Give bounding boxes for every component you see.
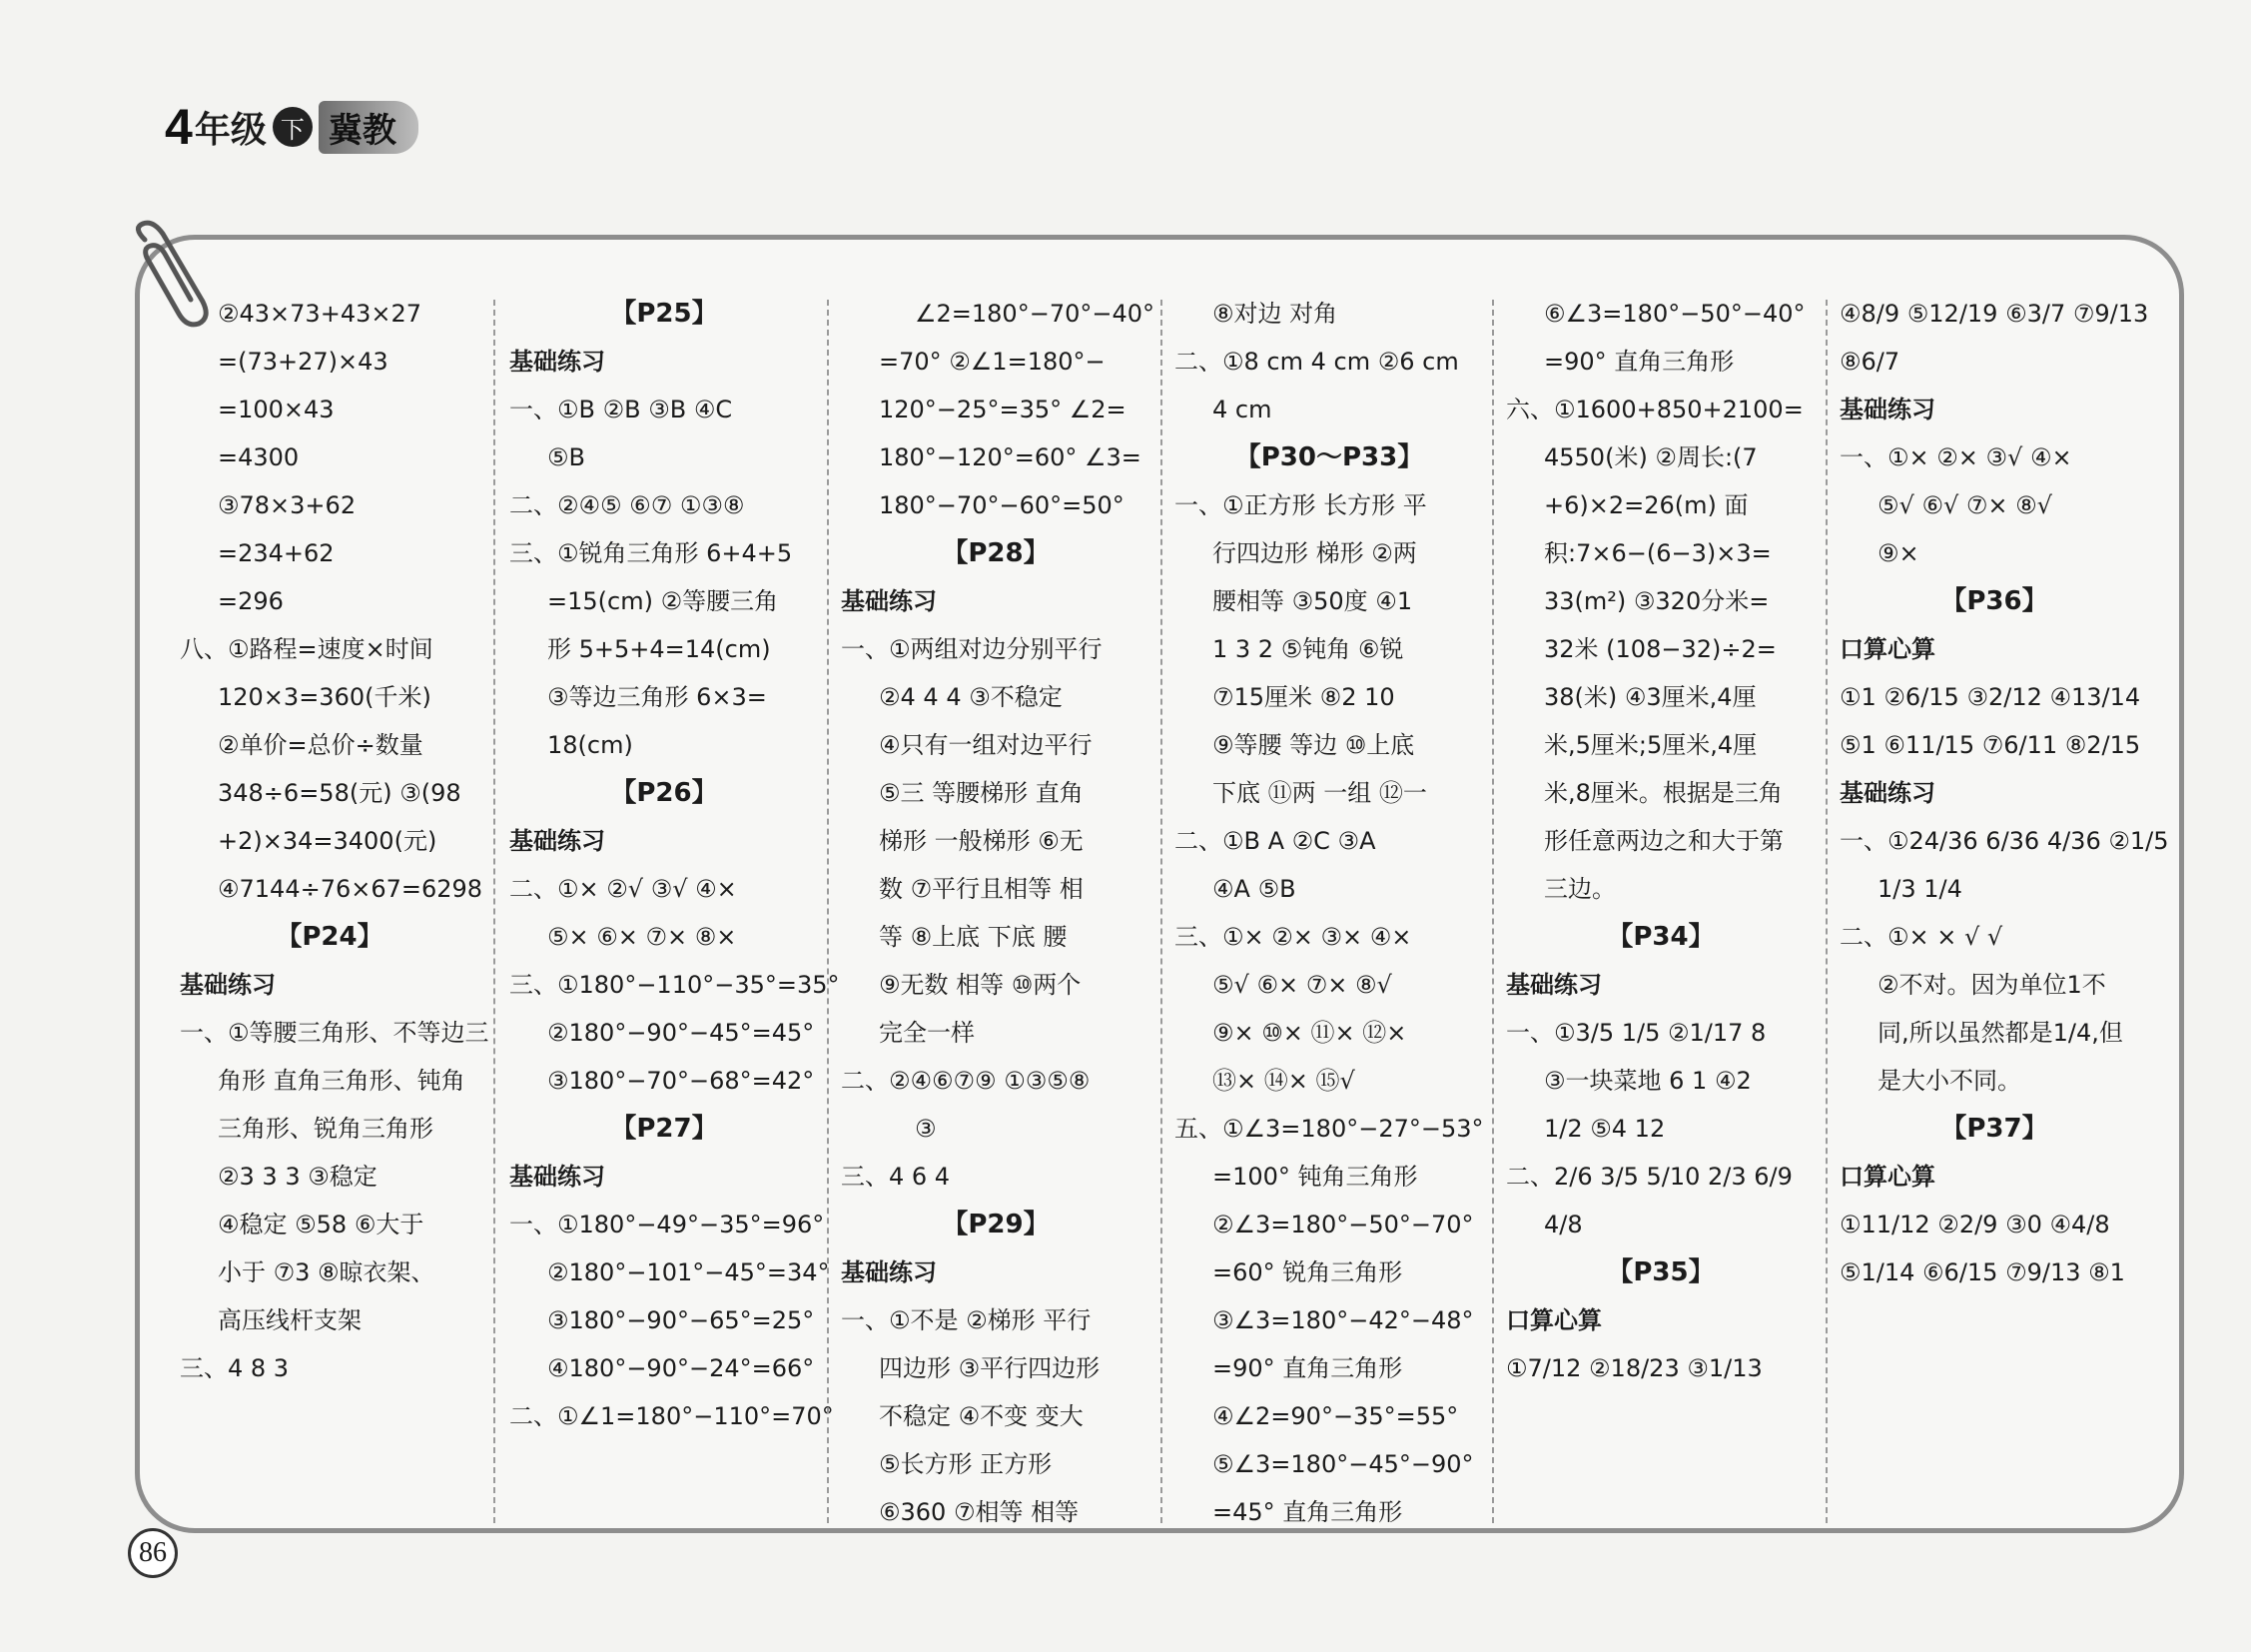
- section-heading: 【P36】: [1940, 586, 2048, 616]
- answer-line: ③78×3+62: [218, 491, 357, 519]
- answer-column-6: [1840, 290, 2169, 1528]
- answer-line: 米,8厘米。根据是三角: [1544, 779, 1783, 807]
- answer-line: ②180°−90°−45°=45°: [547, 1019, 815, 1047]
- section-heading: 【P25】: [610, 299, 718, 329]
- answer-line: 120°−25°=35° ∠2=: [879, 396, 1126, 423]
- answer-line: +2)×34=3400(元): [218, 827, 437, 855]
- answer-line: 120×3=360(千米): [218, 683, 431, 711]
- answer-line: ⑨× ⑩× ⑪× ⑫×: [1212, 1019, 1407, 1047]
- answer-line: ③180°−90°−65°=25°: [547, 1306, 815, 1334]
- answer-line: ⑤三 等腰梯形 直角: [879, 779, 1084, 807]
- answer-line: 下底 ⑪两 一组 ⑫一: [1212, 779, 1427, 807]
- answer-line: 二、①× ②√ ③√ ④×: [509, 875, 737, 903]
- answer-line: ④180°−90°−24°=66°: [547, 1354, 815, 1382]
- answer-line: 三、①180°−110°−35°=35°: [509, 971, 840, 999]
- term-badge: 下: [273, 107, 313, 147]
- section-heading: 【P30～P33】: [1234, 442, 1424, 472]
- column-divider: [1826, 300, 1828, 1523]
- answer-line: ⑤B: [547, 443, 585, 471]
- grade-header: [165, 98, 418, 156]
- answer-line: 是大小不同。: [1877, 1067, 2021, 1095]
- answer-line: =100° 钝角三角形: [1212, 1163, 1418, 1191]
- section-heading: 【P28】: [942, 538, 1050, 568]
- answer-line: 高压线杆支架: [218, 1306, 362, 1334]
- answer-line: 一、①不是 ②梯形 平行: [841, 1306, 1092, 1334]
- answer-line: ④A ⑤B: [1212, 875, 1296, 903]
- answer-line: ⑨等腰 等边 ⑩上底: [1212, 731, 1415, 759]
- answer-line: 1/2 ⑤4 12: [1544, 1115, 1666, 1143]
- answer-line: 腰相等 ③50度 ④1: [1212, 587, 1413, 615]
- answer-line: ④稳定 ⑤58 ⑥大于: [218, 1211, 424, 1239]
- answer-line: ①1 ②6/15 ③2/12 ④13/14: [1840, 683, 2141, 711]
- answer-line: =60° 锐角三角形: [1212, 1258, 1403, 1286]
- answer-line: 同,所以虽然都是1/4,但: [1877, 1019, 2123, 1047]
- answer-line: ②单价=总价÷数量: [218, 731, 423, 759]
- answer-line: 一、①× ②× ③√ ④×: [1840, 443, 2072, 471]
- answer-line: ⑦15厘米 ⑧2 10: [1212, 683, 1395, 711]
- subsection-heading: 口算心算: [1840, 635, 1935, 663]
- answer-line: ③: [915, 1115, 937, 1143]
- answer-line: 4 cm: [1212, 396, 1272, 423]
- section-heading: 【P27】: [610, 1114, 718, 1144]
- column-divider: [827, 300, 829, 1523]
- answer-line: 角形 直角三角形、钝角: [218, 1067, 465, 1095]
- subsection-heading: 基础练习: [841, 1258, 937, 1286]
- answer-line: 形任意两边之和大于第: [1544, 827, 1784, 855]
- answer-line: ④7144÷76×67=6298: [218, 875, 483, 903]
- answer-line: 18(cm): [547, 731, 633, 759]
- answer-line: ③∠3=180°−42°−48°: [1212, 1306, 1474, 1334]
- section-heading: 【P37】: [1940, 1114, 2048, 1144]
- answer-line: 二、①× × √ √: [1840, 923, 2003, 951]
- answer-line: 1/3 1/4: [1877, 875, 1962, 903]
- answer-column-1: [180, 290, 489, 1528]
- answer-line: ∠2=180°−70°−40°: [915, 300, 1154, 328]
- answer-column-4: [1174, 290, 1484, 1528]
- answer-line: 348÷6=58(元) ③(98: [218, 779, 461, 807]
- answer-line: ⑤1 ⑥11/15 ⑦6/11 ⑧2/15: [1840, 731, 2141, 759]
- answer-line: ③一块菜地 6 1 ④2: [1544, 1067, 1752, 1095]
- answer-line: 三、①× ②× ③× ④×: [1174, 923, 1412, 951]
- answer-line: 二、①8 cm 4 cm ②6 cm: [1174, 348, 1459, 376]
- answer-line: 二、①B A ②C ③A: [1174, 827, 1376, 855]
- answer-line: ①11/12 ②2/9 ③0 ④4/8: [1840, 1211, 2110, 1239]
- answer-line: ⑥360 ⑦相等 相等: [879, 1498, 1080, 1526]
- answer-line: 二、2/6 3/5 5/10 2/3 6/9: [1506, 1163, 1793, 1191]
- answer-column-2: [509, 290, 840, 1528]
- answer-line: ⑤× ⑥× ⑦× ⑧×: [547, 923, 737, 951]
- subsection-heading: 基础练习: [1840, 396, 1935, 423]
- answer-line: ④∠2=90°−35°=55°: [1212, 1402, 1459, 1430]
- answer-line: 一、①3/5 1/5 ②1/17 8: [1506, 1019, 1767, 1047]
- column-divider: [1492, 300, 1494, 1523]
- answer-line: 形 5+5+4=14(cm): [547, 635, 771, 663]
- answer-line: ②4 4 4 ③不稳定: [879, 683, 1063, 711]
- answer-line: 行四边形 梯形 ②两: [1212, 539, 1417, 567]
- answer-line: ③等边三角形 6×3=: [547, 683, 767, 711]
- answer-line: ②43×73+43×27: [218, 300, 421, 328]
- answer-line: 二、①∠1=180°−110°=70°: [509, 1402, 834, 1430]
- answer-line: =(73+27)×43: [218, 348, 388, 376]
- answer-line: 一、①等腰三角形、不等边三: [180, 1019, 489, 1047]
- answer-line: 等 ⑧上底 下底 腰: [879, 923, 1068, 951]
- column-divider: [493, 300, 495, 1523]
- answer-line: ⑧6/7: [1840, 348, 1900, 376]
- answer-line: 完全一样: [879, 1019, 975, 1047]
- answer-line: ⑤√ ⑥√ ⑦× ⑧√: [1877, 491, 2052, 519]
- answer-line: =100×43: [218, 396, 335, 423]
- answer-line: ⑤长方形 正方形: [879, 1450, 1053, 1478]
- answer-line: 二、②④⑤ ⑥⑦ ①③⑧: [509, 491, 745, 519]
- answer-line: ①7/12 ②18/23 ③1/13: [1506, 1354, 1763, 1382]
- answer-line: ②3 3 3 ③稳定: [218, 1163, 377, 1191]
- answer-line: ⑥∠3=180°−50°−40°: [1544, 300, 1806, 328]
- answer-line: 三、①锐角三角形 6+4+5: [509, 539, 793, 567]
- answer-line: 三边。: [1544, 875, 1616, 903]
- answer-line: 一、①B ②B ③B ④C: [509, 396, 733, 423]
- subsection-heading: 基础练习: [509, 827, 605, 855]
- subsection-heading: 基础练习: [841, 587, 937, 615]
- answer-line: 180°−120°=60° ∠3=: [879, 443, 1141, 471]
- answer-line: ⑤√ ⑥× ⑦× ⑧√: [1212, 971, 1392, 999]
- answer-line: 六、①1600+850+2100=: [1506, 396, 1804, 423]
- answer-line: 不稳定 ④不变 变大: [879, 1402, 1084, 1430]
- answer-line: =45° 直角三角形: [1212, 1498, 1403, 1526]
- section-heading: 【P35】: [1607, 1257, 1715, 1287]
- answer-line: 八、①路程=速度×时间: [180, 635, 433, 663]
- answer-line: ⑨无数 相等 ⑩两个: [879, 971, 1082, 999]
- answer-column-5: [1506, 290, 1816, 1528]
- answer-line: =296: [218, 587, 284, 615]
- answer-line: 梯形 一般梯形 ⑥无: [879, 827, 1084, 855]
- answer-line: ⑤∠3=180°−45°−90°: [1212, 1450, 1474, 1478]
- answer-line: 三、4 6 4: [841, 1163, 951, 1191]
- answer-line: 32米 (108−32)÷2=: [1544, 635, 1777, 663]
- answer-line: =234+62: [218, 539, 335, 567]
- answer-line: ②180°−101°−45°=34°: [547, 1258, 830, 1286]
- answer-line: ⑧对边 对角: [1212, 300, 1338, 328]
- subsection-heading: 基础练习: [1840, 779, 1935, 807]
- section-heading: 【P29】: [942, 1210, 1050, 1239]
- answer-line: 1 3 2 ⑤钝角 ⑥锐: [1212, 635, 1404, 663]
- section-heading: 【P26】: [610, 778, 718, 808]
- answer-line: =90° 直角三角形: [1212, 1354, 1403, 1382]
- subsection-heading: 基础练习: [1506, 971, 1602, 999]
- answer-line: 33(m²) ③320分米=: [1544, 587, 1770, 615]
- edition-badge: 冀教: [319, 101, 418, 154]
- grade-number: 4: [165, 99, 193, 155]
- answer-line: 积:7×6−(6−3)×3=: [1544, 539, 1772, 567]
- answer-line: 4550(米) ②周长:(7: [1544, 443, 1758, 471]
- answer-line: 数 ⑦平行且相等 相: [879, 875, 1084, 903]
- answer-line: 小于 ⑦3 ⑧晾衣架、: [218, 1258, 435, 1286]
- subsection-heading: 基础练习: [509, 1163, 605, 1191]
- page-number: 86: [128, 1528, 178, 1578]
- answer-line: 米,5厘米;5厘米,4厘: [1544, 731, 1758, 759]
- answer-line: 二、②④⑥⑦⑨ ①③⑤⑧: [841, 1067, 1091, 1095]
- answer-line: 一、①24/36 6/36 4/36 ②1/5: [1840, 827, 2169, 855]
- answer-line: +6)×2=26(m) 面: [1544, 491, 1749, 519]
- grade-text: 年级: [194, 109, 267, 151]
- subsection-heading: 基础练习: [180, 971, 276, 999]
- answer-line: ④8/9 ⑤12/19 ⑥3/7 ⑦9/13: [1840, 300, 2149, 328]
- answer-line: ④只有一组对边平行: [879, 731, 1093, 759]
- answer-line: =90° 直角三角形: [1544, 348, 1735, 376]
- subsection-heading: 基础练习: [509, 348, 605, 376]
- answer-line: ⑨×: [1877, 539, 1919, 567]
- answer-line: ②不对。因为单位1不: [1877, 971, 2106, 999]
- answer-line: 五、①∠3=180°−27°−53°: [1174, 1115, 1484, 1143]
- answer-line: ⑤1/14 ⑥6/15 ⑦9/13 ⑧1: [1840, 1258, 2125, 1286]
- answer-line: 四边形 ③平行四边形: [879, 1354, 1101, 1382]
- answer-line: 38(米) ④3厘米,4厘: [1544, 683, 1757, 711]
- answer-line: 三、4 8 3: [180, 1354, 290, 1382]
- answer-line: 4/8: [1544, 1211, 1583, 1239]
- answer-line: =70° ②∠1=180°−: [879, 348, 1106, 376]
- column-divider: [1160, 300, 1162, 1523]
- answer-line: 一、①180°−49°−35°=96°: [509, 1211, 825, 1239]
- answer-line: ②∠3=180°−50°−70°: [1212, 1211, 1474, 1239]
- subsection-heading: 口算心算: [1506, 1306, 1602, 1334]
- answer-line: ⑬× ⑭× ⑮√: [1212, 1067, 1355, 1095]
- answer-line: 三角形、锐角三角形: [218, 1115, 433, 1143]
- answer-line: 180°−70°−60°=50°: [879, 491, 1125, 519]
- section-heading: 【P24】: [276, 922, 383, 952]
- subsection-heading: 口算心算: [1840, 1163, 1935, 1191]
- answer-line: =4300: [218, 443, 300, 471]
- answer-line: 一、①正方形 长方形 平: [1174, 491, 1427, 519]
- answer-column-3: [841, 290, 1154, 1528]
- answer-line: ③180°−70°−68°=42°: [547, 1067, 815, 1095]
- answer-line: 一、①两组对边分别平行: [841, 635, 1103, 663]
- answer-line: =15(cm) ②等腰三角: [547, 587, 779, 615]
- section-heading: 【P34】: [1607, 922, 1715, 952]
